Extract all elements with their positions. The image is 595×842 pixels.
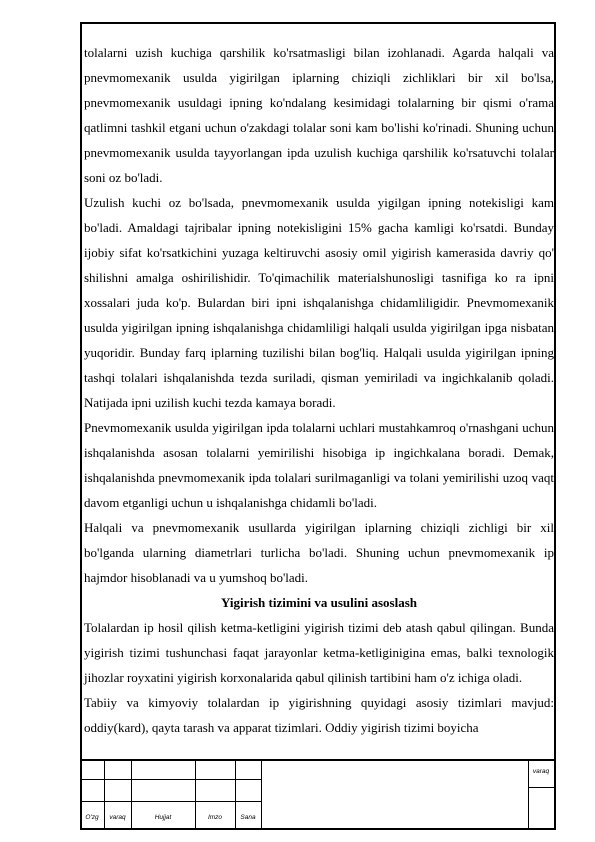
paragraph-3: Pnevmomexanik usulda yigirilgan ipda tolalarni uchlari mustahkamroq o'rnashgani uchun ishqalanishda asosan tolalarni yemirilishi hisobiga ip ingichkalana boradi. Demak, ishqalanishda pnevmomexanik ipda tolalari surilmaganligi va tolani yemirilishi uzoq vaqt davom etganligi uchun u ishqalanishga chidamli bo'ladi.	[84, 420, 554, 510]
section-heading: Yigirish tizimini va usulini asoslash	[220, 595, 417, 610]
paragraph-5: Tolalardan ip hosil qilish ketma-ketligini yigirish tizimi deb atash qabul qilingan. Bunda yigirish tizimi tushunchasi faqat jarayonlar ketma-ketliginigina emas, balki texnologik jihozlar royxatini yigirish korxonalarida qabul qilinish tartibini ham o'z ichiga oladi.	[84, 620, 554, 685]
paragraph-4: Halqali va pnevmomexanik usullarda yigirilgan iplarning chiziqli zichligi bir xil bo'lganda ularning diametrlari turlicha bo'ladi. Shuning uchun pnevmomexanik ip hajmdor hisoblanadi va u yumshoq bo'ladi.	[84, 520, 554, 585]
paragraph-1: tolalarni uzish kuchiga qarshilik ko'rsatmasligi bilan izohlanadi. Agarda halqali va pnevmomexanik usulda yigirilgan iplarning chiziqli zichliklari bir xil bo'lsa, pnevmomexanik usuldagi ipning ko'ndalang kesimidagi tolalarning bir qismi o'rama qatlimni tashkil etgani uchun o'zakdagi tolalar soni kam bo'lishi ko'rinadi. Shuning uchun pnevmomexanik usulda tayyorlangan ipda uzulish kuchiga qarshilik ko'rsatuvchi tolalar soni oz bo'ladi.	[84, 45, 554, 185]
title-block-stamp	[80, 759, 556, 830]
stamp-date-label: Sana	[240, 814, 256, 821]
paragraph-2: Uzulish kuchi oz bo'lsada, pnevmomexanik usulda yigilgan ipning notekisligi kam bo'ladi. Amaldagi tajribalar ipning notekisligini 15% gacha kamligi ko'rsatdi. Bunday ijobiy sifat ko'rsatkichini yuzaga keltiruvchi asosiy omil yigirish kamerasida davriy qo' shilishni amalga oshirilishidir. To'qimachilik materialshunosligi tasnifiga ko ra ipni xossalari juda ko'p. Bulardan biri ipni ishqalanishga chidamliligidir. Pnevmomexanik usulda yigirilgan ipning ishqalanishga chidamliligi halqali usulda yigirilgan ipga nisbatan yuqoridir. Bunday farq iplarning tuzilishi bilan bog'liq. Halqali usulda yigirilgan ipning tashqi tolalari ishqalanishda tezda suriladi, qisman yemiriladi va ingichkalanib qoladi. Natijada ipni uzilish kuchi tezda kamaya boradi.	[84, 195, 554, 410]
stamp-sheet-label: varaq	[109, 814, 126, 821]
stamp-document-label: Hujjat	[154, 814, 172, 821]
stamp-signature-label: Imzo	[207, 814, 223, 821]
stamp-page-label: varaq	[532, 768, 550, 775]
stamp-change-label: O'zg	[85, 814, 99, 821]
document-body	[84, 40, 554, 740]
paragraph-6: Tabiiy va kimyoviy tolalardan ip yigirishning quyidagi asosiy tizimlari mavjud: oddiy(kard), qayta tarash va apparat tizimlari. Oddiy yigirish tizimi boyicha	[84, 695, 554, 735]
